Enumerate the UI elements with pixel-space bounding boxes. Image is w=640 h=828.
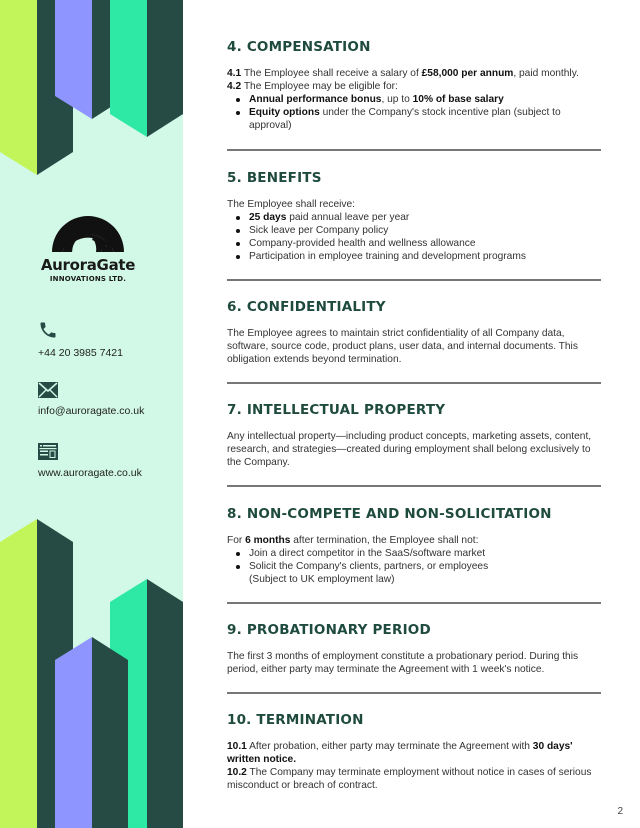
list-text: , up to [381,94,413,105]
clause-text: The Company may terminate employment without notice in cases of serious misconduct or breach of contract. [227,767,592,791]
company-subtitle: INNOVATIONS LTD. [49,275,127,283]
list-item: Sick leave per Company policy [249,224,601,237]
section-benefits [227,170,601,263]
equity-label: Equity options [249,107,320,118]
clause-number: 10.1 [227,741,247,752]
section-intro: For [227,535,246,546]
section-body [227,740,601,792]
legal-note: (Subject to UK employment law) [249,574,395,585]
section-body [227,67,601,132]
clause-number: 10.2 [227,767,247,778]
divider [227,149,601,151]
section-heading: 7. INTELLECTUAL PROPERTY [227,402,446,418]
section-intro: The Employee shall receive: [227,199,355,210]
section-heading: 5. BENEFITS [227,170,322,186]
email-address[interactable]: info@auroragate.co.uk [38,405,145,417]
list-item: Participation in employee training and development programs [249,250,601,263]
section-body: Any intellectual property—including product concepts, marketing assets, content, research, and strategies—created during employment shall belong exclusively to the Company. [227,431,592,468]
contact-phone [38,320,123,359]
benefits-list [227,211,601,263]
section-heading: 6. CONFIDENTIALITY [227,299,386,315]
contact-website [38,443,142,479]
list-text: under the Company's stock incentive plan (subject to approval) [249,107,561,131]
divider [227,279,601,281]
section-body: The first 3 months of employment constitute a probationary period. During this period, either party may terminate the Agreement with 1 week's notice. [227,651,579,675]
clause-text: After probation, either party may terminate the Agreement with [246,741,533,752]
phone-icon [38,320,58,340]
browser-window-icon [38,443,58,460]
salary-amount: £58,000 per annum [421,68,514,79]
arch-logo-icon [50,212,126,252]
list-item: Join a direct competitor in the SaaS/software market [249,547,601,560]
clause-number: 4.2 [227,81,242,92]
section-non-compete [227,506,601,586]
list-item [249,211,601,224]
list-item: Solicit the Company's clients, partners, or employees [249,560,601,573]
clause-number: 4.1 [227,68,242,79]
section-heading: 8. NON-COMPETE AND NON-SOLICITATION [227,506,552,522]
list-item: Company-provided health and wellness allowance [249,237,601,250]
restrictions-list [227,547,601,573]
section-termination [227,712,601,792]
list-item [249,106,601,132]
sidebar [0,0,183,828]
company-name: AuroraGate [40,256,136,274]
page-number: 2 [617,806,623,817]
leave-days: 25 days [249,212,287,223]
section-heading: 4. COMPENSATION [227,39,371,55]
company-logo [36,212,140,283]
top-buildings-graphic [0,0,183,180]
notice-period: 30 days' written notice. [227,741,573,765]
clause-text: The Employee may be eligible for: [241,81,398,92]
bonus-amount: 10% of base salary [412,94,504,105]
list-text: paid annual leave per year [286,212,410,223]
bonus-label: Annual performance bonus [249,94,382,105]
phone-number[interactable]: +44 20 3985 7421 [38,347,123,359]
section-compensation [227,39,601,132]
non-compete-duration: 6 months [245,535,291,546]
list-item [249,93,601,106]
divider [227,485,601,487]
divider [227,382,601,384]
section-intro: after termination, the Employee shall not: [290,535,479,546]
section-confidentiality [227,299,601,366]
divider [227,602,601,604]
contact-email [38,382,144,417]
section-probationary-period [227,622,601,676]
section-body: The Employee agrees to maintain strict confidentiality of all Company data, software, source code, product plans, user data, and internal documents. This obligation extends beyond termination. [227,328,578,365]
section-body [227,534,601,586]
envelope-icon [38,382,58,398]
section-body [227,198,601,263]
clause-text: The Employee shall receive a salary of [241,68,422,79]
website-url[interactable]: www.auroragate.co.uk [38,467,142,479]
section-intellectual-property [227,402,601,469]
eligibility-list [227,93,601,132]
section-heading: 10. TERMINATION [227,712,364,728]
clause-text: , paid monthly. [513,68,579,79]
bottom-buildings-graphic [0,490,183,828]
section-heading: 9. PROBATIONARY PERIOD [227,622,431,638]
divider [227,692,601,694]
